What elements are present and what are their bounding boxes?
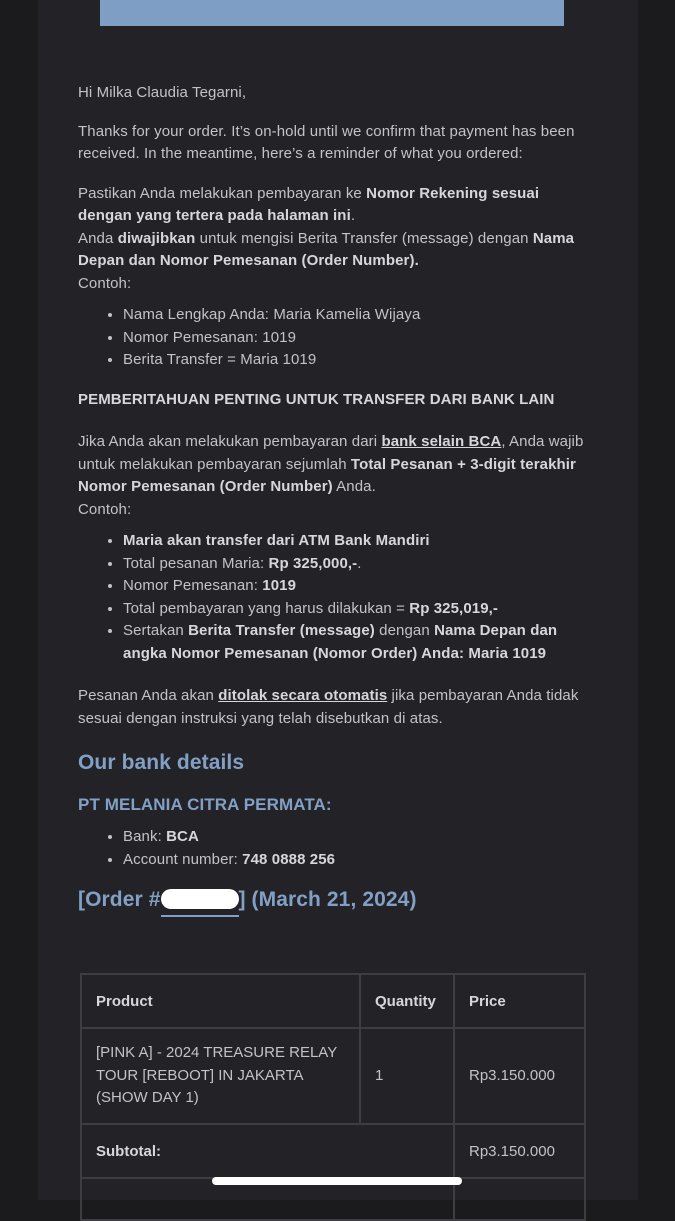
email-body <box>78 82 588 917</box>
product-name: [PINK A] - 2024 TREASURE RELAY TOUR [REBOOT] IN JAKARTA (SHOW DAY 1) <box>81 1028 360 1124</box>
list-item: • Nomor Pemesanan: 1019 <box>123 575 588 598</box>
list-item: • Berita Transfer = Maria 1019 <box>123 349 588 372</box>
message-instruction: Anda diwajibkan untuk mengisi Berita Transfer (message) dengan Nama Depan dan Nomor Pemesanan (Order Number). <box>78 229 575 269</box>
list-item: • Maria akan transfer dari ATM Bank Mandiri <box>123 530 588 553</box>
list-item: • Sertakan Berita Transfer (message) dengan Nama Depan dan angka Nomor Pemesanan (Nomor Order) Anda: Maria 1019 <box>123 620 588 665</box>
header-quantity: Quantity <box>360 974 454 1028</box>
example-label: Contoh: <box>78 274 132 292</box>
table-header-row <box>81 974 585 1028</box>
product-quantity: 1 <box>360 1028 454 1124</box>
bank-name: • Bank: BCA <box>123 826 588 849</box>
list-item: • Nama Lengkap Anda: Maria Kamelia Wijaya <box>123 304 588 327</box>
notice-example-list <box>78 530 588 665</box>
account-number: • Account number: 748 0888 256 <box>123 849 588 872</box>
example-list <box>78 304 588 372</box>
header-banner <box>100 0 564 26</box>
header-price: Price <box>454 974 585 1028</box>
order-heading: [Order # ] (March 21, 2024) <box>78 885 588 917</box>
list-item: • Total pesanan Maria: Rp 325,000,-. <box>123 553 588 576</box>
company-name: PT MELANIA CITRA PERMATA: <box>78 795 332 814</box>
greeting: Hi Milka Claudia Tegarni, <box>78 84 247 101</box>
other-bank-highlight: bank selain BCA <box>381 433 502 450</box>
list-item: • Total pembayaran yang harus dilakukan = Rp 325,019,- <box>123 598 588 621</box>
subtotal-row <box>81 1124 585 1178</box>
list-item: • Nomor Pemesanan: 1019 <box>123 327 588 350</box>
intro-text: Thanks for your order. It’s on-hold until we confirm that payment has been received. In the meantime, here’s a reminder of what you ordered: <box>78 122 575 162</box>
subtotal-value: Rp3.150.000 <box>454 1124 585 1178</box>
notice-text: Jika Anda akan melakukan pembayaran dari bank selain BCA, Anda wajib untuk melakukan pembayaran sejumlah Total Pesanan + 3-digit terakhir Nomor Pemesanan (Order Number) Anda. <box>78 433 584 495</box>
example-label: Contoh: <box>78 500 132 518</box>
rejection-warning: Pesanan Anda akan ditolak secara otomatis jika pembayaran Anda tidak sesuai dengan instruksi yang telah disebutkan di atas. <box>78 687 579 727</box>
redacted-order-number <box>161 889 239 909</box>
product-price: Rp3.150.000 <box>454 1028 585 1124</box>
subtotal-label: Subtotal: <box>81 1124 454 1178</box>
header-product: Product <box>81 974 360 1028</box>
bank-details-heading: Our bank details <box>78 751 245 774</box>
home-indicator[interactable] <box>212 1177 462 1185</box>
table-row <box>81 1028 585 1124</box>
payment-note: Pastikan Anda melakukan pembayaran ke Nomor Rekening sesuai dengan yang tertera pada halaman ini. <box>78 184 540 224</box>
notice-heading: PEMBERITAHUAN PENTING UNTUK TRANSFER DARI BANK LAIN <box>78 390 555 408</box>
bank-list <box>78 826 588 871</box>
